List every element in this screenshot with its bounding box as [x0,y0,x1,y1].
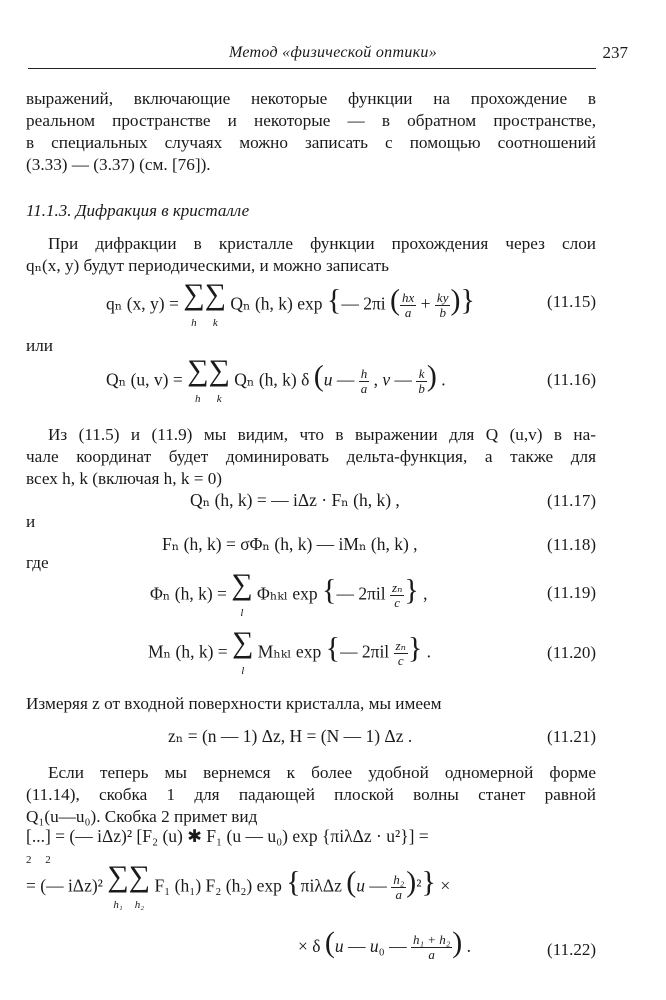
paragraph-4: Измеряя z от входной поверхности кристалла, мы имеем [26,694,442,713]
equation-number-11-17: (11.17) [547,491,596,510]
equation-number-11-22: (11.22) [547,940,596,959]
equation-number-11-19: (11.19) [547,583,596,602]
equation-11-20: Mₙ (h, k) = ∑ l Mₕₖₗ exp {— 2πil $\frac{\text{zₙ}}{c}$ } . [148,626,432,677]
equation-number-11-20: (11.20) [547,643,596,662]
paragraph-5: Если теперь мы вернемся к более удобной одномерной форме (11.14), скобка 1 для падающей плоской волны станет равной Q₁(u—u₀). Скобка 2 примет вид [26,763,596,826]
equation-number-11-21: (11.21) [547,727,596,746]
page-number: 237 [602,43,628,62]
word-and: и [26,512,36,531]
word-where: где [26,553,49,572]
paragraph-3: Из (11.5) и (11.9) мы видим, что в выражении для Q (u,v) в на- чале координат будет доминировать дельта-функция, а также для всех h, k (включая h, k = 0) [26,425,596,488]
running-title: Метод «физической оптики» [228,44,438,61]
equation-11-19: Φₙ (h, k) = ∑ l Φₕₖₗ exp {— 2πil $\frac{\text{zₙ}}{c}$ } , [150,568,428,619]
header-rule [28,68,596,69]
equation-11-22-line-2: = (— iΔz)² ∑ h₁∑ h₂ F₁ (h₁) F₂ (h₂) exp {πiλΔz (u — $\frac{\text{h₂}}{a}$ )²} × [26,860,451,911]
equation-11-15: qₙ (x, y) = ∑ h∑ k Qₙ (h, k) exp {— 2πi ( $\frac{hx}{a}$ + $\frac{ky}{b}$ )} [106,278,475,329]
section-heading: 11.1.3. Дифракция в кристалле [26,201,250,220]
equation-11-22-line-1: [...] 2 2 = (— iΔz)² [F₂ (u) ✱ F₁ (u — u₀) exp {πiλΔz · u²}] = [26,826,429,866]
equation-11-22-line-3: × δ (u — u₀ — $\frac{\text{h₁ + h₂}}{a}$ ) . [298,926,472,963]
equation-11-17: Qₙ (h, k) = — iΔz · Fₙ (h, k) , [190,490,400,510]
equation-number-11-15: (11.15) [547,292,596,311]
equation-11-18: Fₙ (h, k) = σΦₙ (h, k) — iMₙ (h, k) , [162,534,418,554]
paragraph-2: При дифракции в кристалле функции прохождения через слои qₙ(x, y) будут периодическими, и можно записать [26,234,596,275]
word-or: или [26,336,53,355]
equation-number-11-18: (11.18) [547,535,596,554]
equation-11-21: zₙ = (n — 1) Δz, H = (N — 1) Δz . [168,726,413,746]
equation-11-16: Qₙ (u, v) = ∑ h∑ k Qₙ (h, k) δ (u — $\frac{h}{a}$ , v — $\frac{k}{b}$ ) . [106,354,446,405]
paragraph-1: выражений, включающие некоторые функции на прохождение в реальном пространстве и некоторые — в обратном пространстве, в специальных случаях можно записать с помощью соотношений (3.33) — (3.37) (см. [76]). [26,89,596,174]
equation-number-11-16: (11.16) [547,370,596,389]
